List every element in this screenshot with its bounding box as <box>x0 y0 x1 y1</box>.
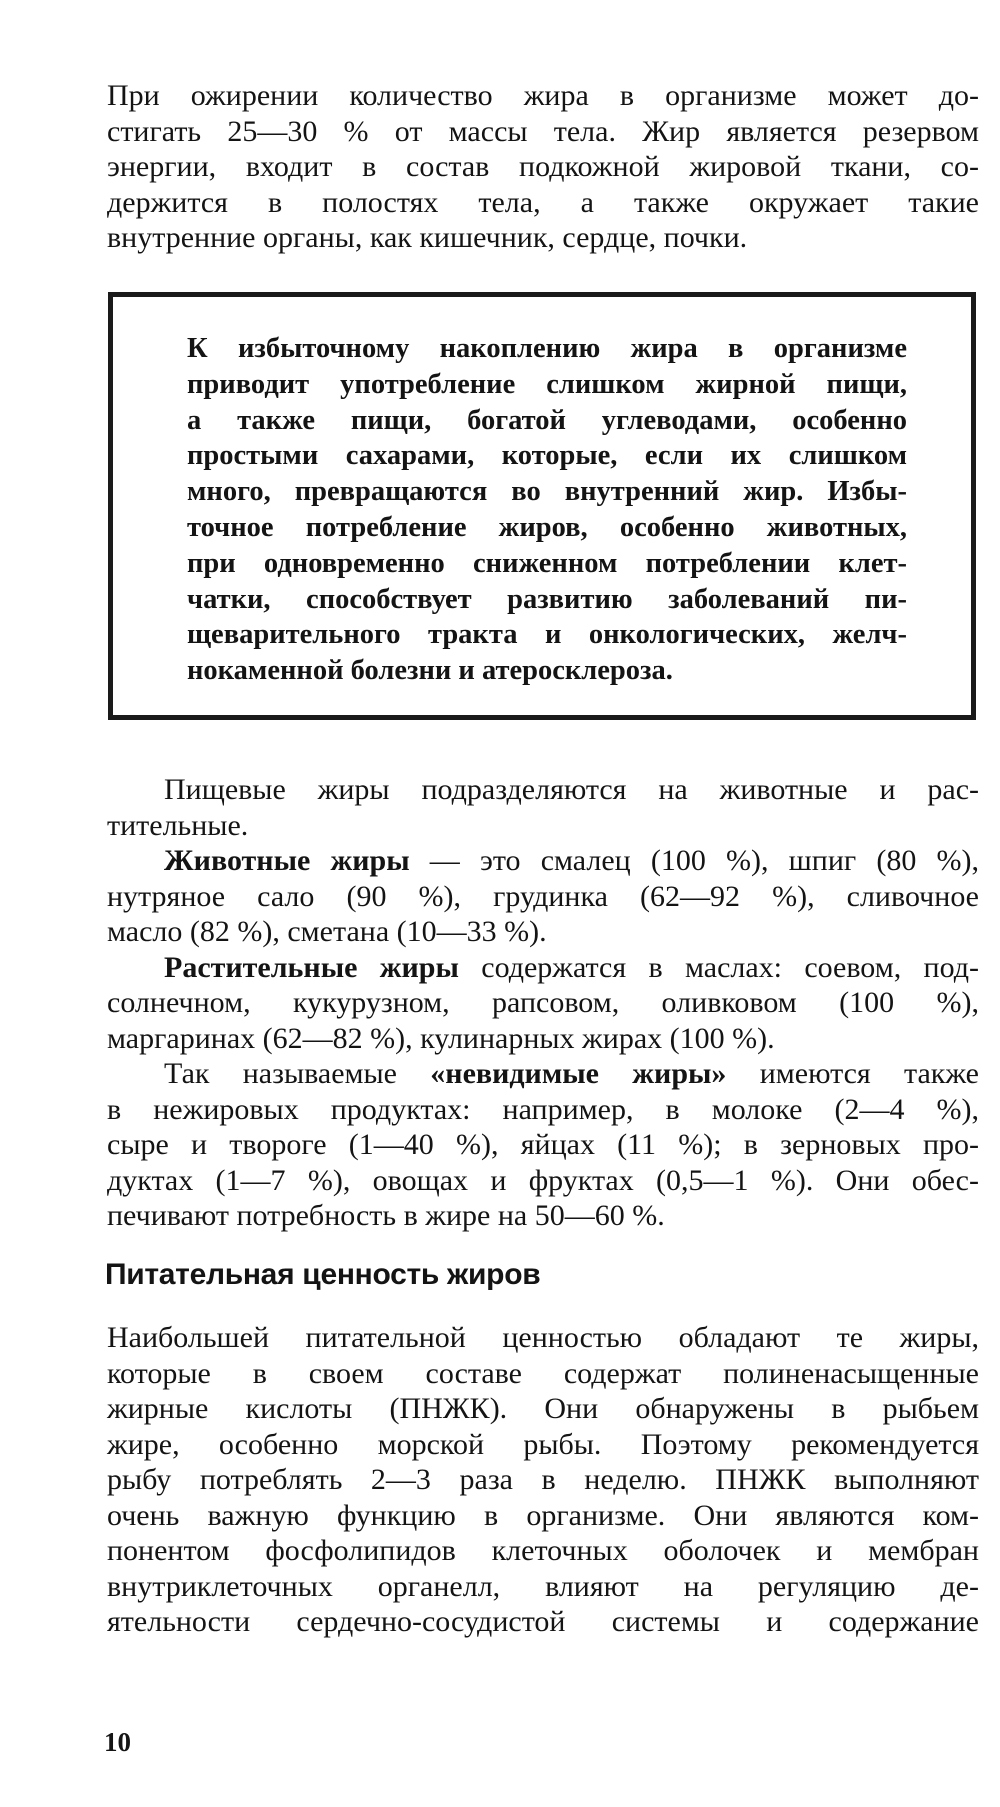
text-line: стигать 25—30 % от массы тела. Жир является резервом <box>107 114 979 148</box>
nutrition-paragraph <box>107 1320 979 1640</box>
text-line: При ожирении количество жира в организме может до- <box>107 79 979 112</box>
intro-paragraph <box>107 78 979 256</box>
callout-line: а также пищи, богатой углеводами, особенно <box>187 404 907 436</box>
text-line: масло (82 %), сметана (10—33 %). <box>107 915 547 948</box>
classification-text: Пищевые жиры подразделяются на животные и рас- <box>164 773 979 806</box>
text-line <box>107 843 979 879</box>
text-line: ятельности сердечно-сосудистой системы и содержание <box>107 1605 979 1638</box>
text-line: держится в полостях тела, а также окружает такие <box>107 185 979 219</box>
text-line: которые в своем составе содержат полиненасыщенные <box>107 1356 979 1390</box>
vegetable-fats-term: Растительные жиры <box>164 950 459 984</box>
callout-line: приводит употребление слишком жирной пищи, <box>187 368 907 400</box>
text-line: сыре и твороге (1—40 %), яйцах (11 %); в зерновых про- <box>107 1128 979 1161</box>
callout-line: много, превращаются во внутренний жир. Избы- <box>187 476 907 508</box>
text-line: понентом фосфолипидов клеточных оболочек и мембран <box>107 1534 979 1567</box>
text-line: жирные кислоты (ПНЖК). Они обнаружены в рыбьем <box>107 1392 979 1425</box>
text-line: тительные. <box>107 808 249 842</box>
text-line: дуктах (1—7 %), овощах и фруктах (0,5—1 %). Они обес- <box>107 1163 979 1197</box>
text-line <box>107 772 979 808</box>
callout-line: точное потребление жиров, особенно животных, <box>187 511 907 543</box>
invisible-fats-text: имеются также <box>726 1057 979 1090</box>
text-line: жире, особенно морской рыбы. Поэтому рекомендуется <box>107 1427 979 1461</box>
animal-fats-text: — это смалец (100 %), шпиг (80 %), <box>409 844 979 877</box>
callout-line: при одновременно сниженном потреблении клет- <box>187 547 907 579</box>
text-line: очень важную функцию в организме. Они являются ком- <box>107 1498 979 1532</box>
section-heading: Питательная ценность жиров <box>105 1258 541 1291</box>
callout-line: простыми сахарами, которые, если их слишком <box>187 440 907 472</box>
text-line: Наибольшей питательной ценностью обладают те жиры, <box>107 1321 979 1354</box>
text-line: энергии, входит в состав подкожной жировой ткани, со- <box>107 150 979 183</box>
text-line <box>107 950 979 986</box>
callout-text <box>187 331 907 689</box>
text-line: нутряное сало (90 %), грудинка (62—92 %), сливочное <box>107 879 979 913</box>
text-line <box>107 1056 979 1092</box>
text-line: внутренние органы, как кишечник, сердце, почки. <box>107 221 748 254</box>
text-line: внутриклеточных органелл, влияют на регуляцию де- <box>107 1569 979 1603</box>
vegetable-fats-text: содержатся в маслах: соевом, под- <box>458 950 979 984</box>
text-line: в нежировых продуктах: например, в молоке (2—4 %), <box>107 1092 979 1126</box>
fat-types-section <box>107 772 979 1234</box>
callout-line: щеварительного тракта и онкологических, желч- <box>187 619 907 651</box>
callout-line: чатки, способствует развитию заболеваний пи- <box>187 583 907 615</box>
text-line: маргаринах (62—82 %), кулинарных жирах (100 %). <box>107 1021 775 1055</box>
invisible-fats-prefix: Так называемые <box>164 1057 431 1090</box>
text-line: солнечном, кукурузном, рапсовом, оливковом (100 %), <box>107 986 979 1019</box>
page-number: 10 <box>104 1727 131 1757</box>
text-line: печивают потребность в жире на 50—60 %. <box>107 1199 665 1232</box>
text-line: рыбу потреблять 2—3 раза в неделю. ПНЖК выполняют <box>107 1463 979 1496</box>
callout-line: К избыточному накоплению жира в организме <box>187 333 907 364</box>
animal-fats-term: Животные жиры <box>164 844 410 877</box>
invisible-fats-term: «невидимые жиры» <box>430 1057 727 1090</box>
callout-box <box>108 292 976 720</box>
callout-line: нокаменной болезни и атеросклероза. <box>187 655 673 687</box>
